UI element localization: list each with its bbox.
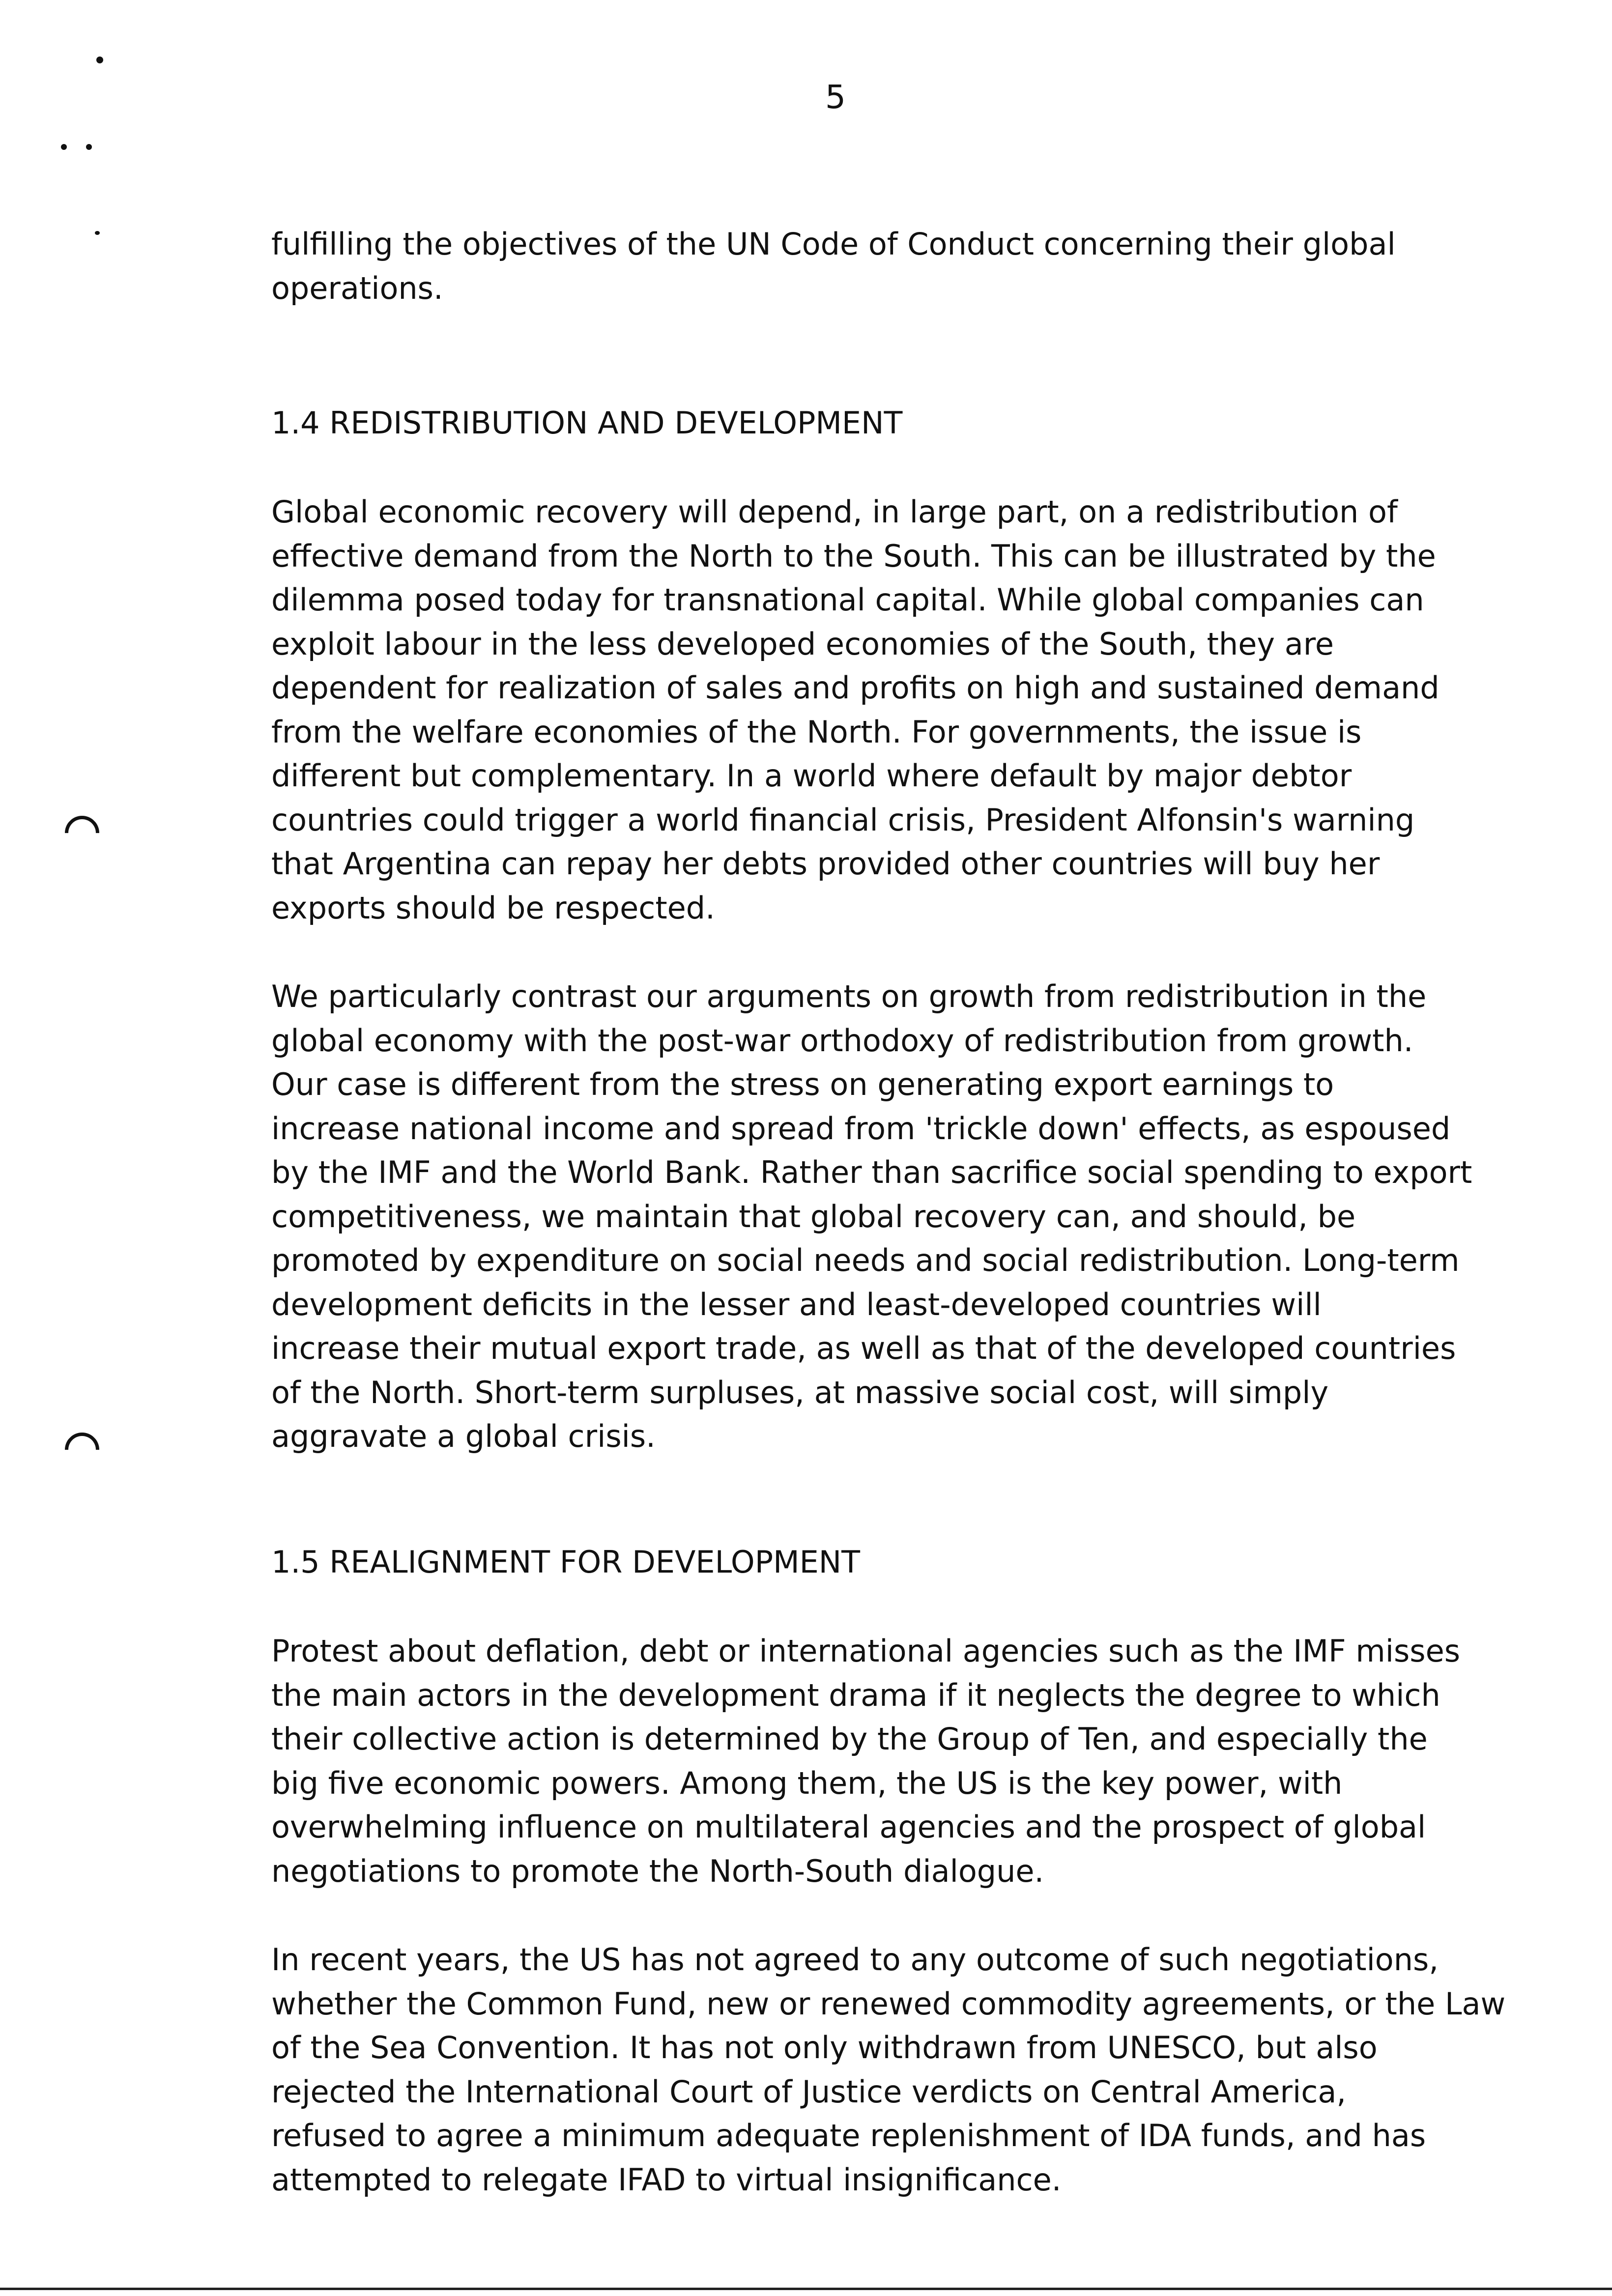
text-line: from the welfare economies of the North. For governments, the issue is [271,714,1362,750]
text-line: refused to agree a minimum adequate replenishment of IDA funds, and has [271,2118,1426,2153]
text-line: the main actors in the development drama if it neglects the degree to which [271,1677,1440,1713]
text-line: overwhelming influence on multilateral agencies and the prospect of global [271,1809,1426,1845]
text-line: rejected the International Court of Justice verdicts on Central America, [271,2073,1347,2110]
section-heading-1-5: 1.5 REALIGNMENT FOR DEVELOPMENT [271,1544,861,1580]
text-line: Global economic recovery will depend, in large part, on a redistribution of [271,494,1398,530]
scan-speck [86,144,92,150]
paragraph-redistribution [271,490,1510,930]
section-heading-1-4: 1.4 REDISTRIBUTION AND DEVELOPMENT [271,405,903,441]
paragraph-growth-contrast [271,975,1510,1459]
text-line: by the IMF and the World Bank. Rather than sacrifice social spending to export [271,1154,1472,1190]
text-line: of the North. Short-term surpluses, at massive social cost, will simply [271,1374,1329,1410]
punch-hole-mark [58,809,107,858]
text-line: that Argentina can repay her debts provided other countries will buy her [271,846,1380,882]
page-number: 5 [825,78,846,116]
text-line: dependent for realization of sales and profits on high and sustained demand [271,670,1439,706]
text-line: increase national income and spread from 'trickle down' effects, as espoused [271,1110,1451,1147]
scan-speck [61,144,67,150]
text-line: Our case is different from the stress on generating export earnings to [271,1066,1334,1102]
page-bottom-edge [0,2288,1612,2290]
text-line: effective demand from the North to the South. This can be illustrated by the [271,538,1436,574]
text-line: exports should be respected. [271,890,715,926]
scan-speck [96,57,103,63]
text-line: Protest about deflation, debt or international agencies such as the IMF misses [271,1633,1461,1669]
punch-hole-mark [58,1426,107,1474]
paragraph-us-record [271,1938,1510,2202]
text-line: global economy with the post-war orthodoxy of redistribution from growth. [271,1022,1413,1059]
text-line: In recent years, the US has not agreed to any outcome of such negotiations, [271,1942,1439,1978]
paragraph-continuation [271,222,1510,310]
text-line: countries could trigger a world financial crisis, President Alfonsin's warning [271,802,1415,838]
text-line: different but complementary. In a world where default by major debtor [271,758,1352,794]
text-line: development deficits in the lesser and least-developed countries will [271,1286,1322,1322]
paragraph-protest [271,1629,1510,1893]
text-line: fulfilling the objectives of the UN Code of Conduct concerning their global [271,226,1396,262]
text-line: negotiations to promote the North-South dialogue. [271,1853,1044,1889]
text-line: their collective action is determined by the Group of Ten, and especially the [271,1721,1428,1757]
text-line: increase their mutual export trade, as well as that of the developed countries [271,1330,1456,1366]
scan-speck [95,231,100,235]
text-line: competitiveness, we maintain that global recovery can, and should, be [271,1198,1356,1234]
text-line: operations. [271,270,443,306]
text-line: promoted by expenditure on social needs and social redistribution. Long-term [271,1242,1460,1278]
text-line: of the Sea Convention. It has not only withdrawn from UNESCO, but also [271,2030,1378,2066]
text-line: aggravate a global crisis. [271,1418,656,1454]
text-line: dilemma posed today for transnational capital. While global companies can [271,582,1424,618]
text-line: attempted to relegate IFAD to virtual insignificance. [271,2161,1062,2198]
text-line: exploit labour in the less developed economies of the South, they are [271,626,1334,662]
text-line: big five economic powers. Among them, the US is the key power, with [271,1765,1343,1801]
text-line: whether the Common Fund, new or renewed commodity agreements, or the Law [271,1985,1506,2022]
text-line: We particularly contrast our arguments on growth from redistribution in the [271,978,1427,1014]
